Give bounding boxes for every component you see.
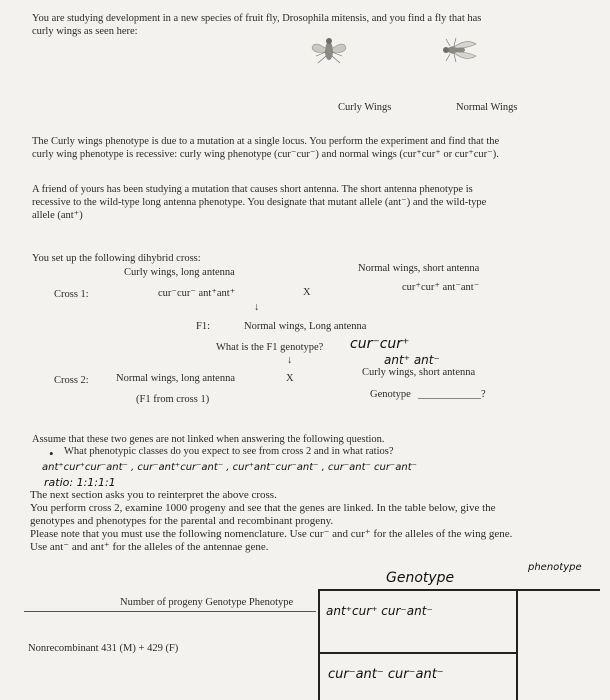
bullet-dot: • [49, 446, 54, 461]
next-line-1: The next section asks you to reinterpret the above cross. [30, 489, 277, 501]
cross2-genotype-label: Genotype [370, 389, 411, 400]
nonrecombinant-label: Nonrecombinant 431 (M) + 429 (F) [28, 643, 179, 654]
intro-line-1: You are studying development in a new species of fruit fly, Drosophila mitensis, and you find a fly that has [32, 13, 482, 24]
next-line-2: You perform cross 2, examine 1000 progeny and see that the genes are linked. In the table below, give the [30, 502, 496, 514]
cross1-p2-genotype: cur⁺cur⁺ ant⁻ant⁻ [402, 282, 480, 293]
hand-answer-classes: ant⁺cur⁺cur⁻ant⁻ , cur⁻ant⁺cur⁻ant⁻ , cur⁺ant⁻cur⁻ant⁻ , cur⁻ant⁻ cur⁻ant⁻ [42, 462, 417, 473]
cross2-label: Cross 2: [54, 375, 89, 386]
table-box-mid [318, 652, 518, 654]
cross2-p1-note: (F1 from cross 1) [136, 394, 210, 405]
hand-phenotype-header: phenotype [528, 562, 582, 573]
curly-fly-image [308, 36, 350, 66]
normal-fly-image [432, 36, 480, 64]
next-line-3: genotypes and phenotypes for the parental and recombinant progeny. [30, 515, 334, 527]
antenna-line-1: A friend of yours has been studying a mutation that causes short antenna. The short antenna phenotype is [32, 184, 473, 195]
cross1-p1-genotype: cur⁻cur⁻ ant⁺ant⁺ [158, 288, 236, 299]
f1-down-arrow: ↓ [287, 355, 293, 366]
hand-answer-ratio: ratio: 1:1:1:1 [44, 476, 116, 489]
curly-line-2: curly wing phenotype is recessive: curly wing phenotype (cur⁻cur⁻) and normal wings (cur⁺cur⁺ or cur⁺cur⁻). [32, 149, 499, 160]
cross2-x: X [286, 373, 294, 384]
assume-text: Assume that these two genes are not linked when answering the following question. [32, 434, 385, 445]
table-box-left [318, 589, 320, 700]
cross1-x: X [303, 287, 311, 298]
cross1-p2-phenotype: Normal wings, short antenna [358, 263, 480, 274]
cross1-down-arrow: ↓ [254, 302, 260, 313]
cross2-p2-phenotype: Curly wings, short antenna [362, 367, 476, 378]
hand-row1-genotype: ant⁺cur⁺ cur⁻ant⁻ [326, 604, 433, 618]
next-line-4: Please note that you must use the following nomenclature. Use cur⁻ and cur⁺ for the alleles of the wing gene. [30, 528, 513, 540]
f1-question: What is the F1 genotype? [216, 342, 324, 353]
antenna-paragraph [32, 183, 486, 222]
cross1-p1-phenotype: Curly wings, long antenna [124, 267, 235, 278]
table-box-top [318, 589, 600, 591]
f1-answer-line-1: cur⁻cur⁺ [350, 336, 410, 352]
f1-answer-line-2: ant⁺ ant⁻ [384, 353, 440, 367]
table-top-line [24, 611, 316, 612]
cross2-genotype-blank: ____________? [418, 389, 486, 400]
bullet-question: What phenotypic classes do you expect to see from cross 2 and in what ratios? [64, 446, 394, 457]
cross1-label: Cross 1: [54, 289, 89, 300]
cross-intro: You set up the following dihybrid cross: [32, 253, 201, 264]
curly-paragraph [32, 135, 499, 161]
normal-wings-label: Normal Wings [456, 102, 518, 113]
curly-wings-label: Curly Wings [338, 102, 392, 113]
antenna-line-2: recessive to the wild-type long antenna phenotype. You designate that mutant allele (ant⁻) and the wild-type [32, 197, 487, 208]
intro-text [32, 12, 481, 38]
curly-line-1: The Curly wings phenotype is due to a mutation at a single locus. You perform the experiment and find that the [32, 136, 500, 147]
hand-row2-genotype: cur⁻ant⁻ cur⁻ant⁻ [328, 667, 444, 682]
antenna-line-3: allele (ant⁺) [32, 210, 83, 221]
f1-label: F1: [196, 321, 211, 332]
next-line-5: Use ant⁻ and ant⁺ for the alleles of the antennae gene. [30, 541, 269, 553]
hand-genotype-header: Genotype [386, 570, 455, 586]
table-box-right [516, 589, 518, 700]
next-section [30, 489, 512, 554]
table-header: Number of progeny Genotype Phenotype [120, 597, 294, 608]
f1-phenotype: Normal wings, Long antenna [244, 321, 367, 332]
intro-line-2: curly wings as seen here: [32, 26, 138, 37]
cross2-p1-phenotype: Normal wings, long antenna [116, 373, 235, 384]
